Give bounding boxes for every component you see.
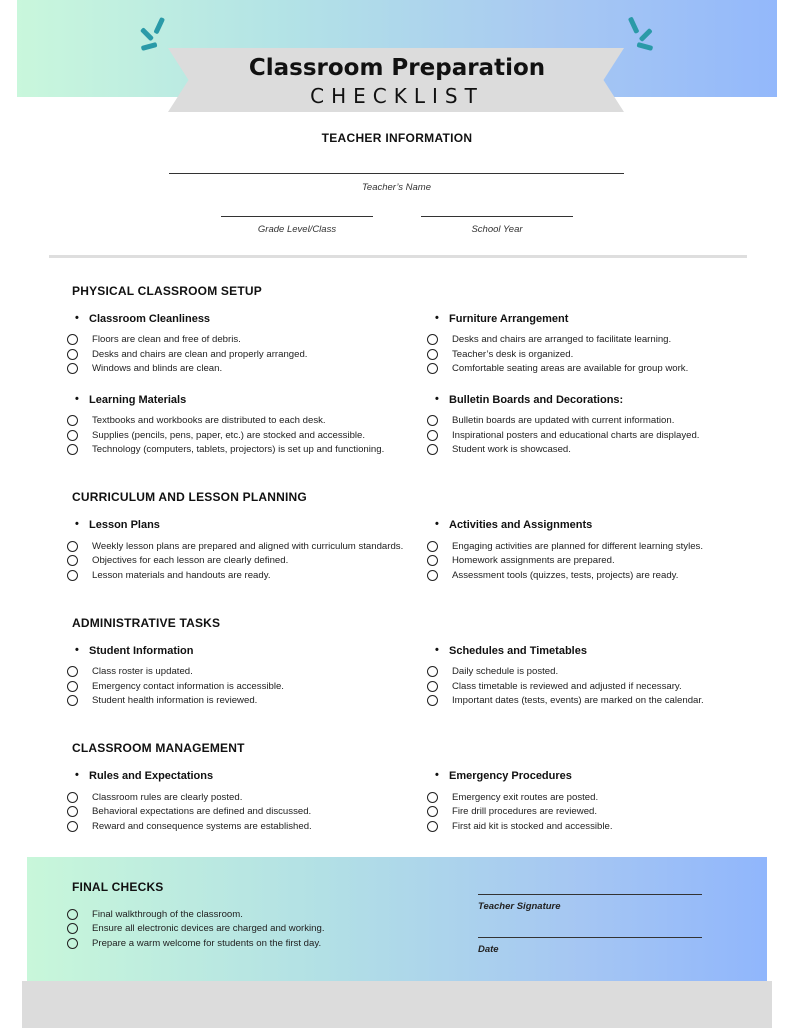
section-title-administrative: ADMINISTRATIVE TASKS — [72, 616, 221, 630]
checklist-item: First aid kit is stocked and accessible. — [452, 821, 613, 832]
checklist-item: Important dates (tests, events) are marked on the calendar. — [452, 695, 704, 706]
checkbox-circle-icon[interactable] — [67, 681, 78, 692]
checklist-item: Assessment tools (quizzes, tests, projects) are ready. — [452, 570, 679, 581]
teacher-name-line[interactable] — [169, 173, 624, 174]
checklist-item: Weekly lesson plans are prepared and aligned with curriculum standards. — [92, 541, 404, 552]
checklist-item: Floors are clean and free of debris. — [92, 334, 241, 345]
group-title-bulletin-boards: • Bulletin Boards and Decorations: — [449, 394, 623, 406]
checkbox-circle-icon[interactable] — [67, 909, 78, 920]
teacher-info-heading: TEACHER INFORMATION — [321, 131, 473, 145]
checklist-item: Behavioral expectations are defined and discussed. — [92, 806, 312, 817]
checkbox-circle-icon[interactable] — [427, 444, 438, 455]
group-title-lesson-plans: • Lesson Plans — [89, 519, 160, 531]
checklist-item: Class roster is updated. — [92, 666, 193, 677]
group-title-activities: • Activities and Assignments — [449, 519, 592, 531]
group-title-furniture-arrangement: • Furniture Arrangement — [449, 313, 568, 325]
group-title-schedules: • Schedules and Timetables — [449, 645, 587, 657]
checklist-item: Student work is showcased. — [452, 444, 571, 455]
teacher-signature-caption: Teacher Signature — [478, 901, 561, 912]
checklist-item: Textbooks and workbooks are distributed to each desk. — [92, 415, 326, 426]
checkbox-circle-icon[interactable] — [67, 430, 78, 441]
checklist-item: Classroom rules are clearly posted. — [92, 792, 243, 803]
checklist-item: Engaging activities are planned for different learning styles. — [452, 541, 704, 552]
checkbox-circle-icon[interactable] — [427, 792, 438, 803]
checkbox-circle-icon[interactable] — [67, 555, 78, 566]
teacher-signature-line[interactable] — [478, 894, 702, 895]
checkbox-circle-icon[interactable] — [67, 806, 78, 817]
checkbox-circle-icon[interactable] — [67, 821, 78, 832]
checkbox-circle-icon[interactable] — [67, 792, 78, 803]
section-title-final-checks: FINAL CHECKS — [72, 880, 164, 894]
checkbox-circle-icon[interactable] — [67, 666, 78, 677]
checkbox-circle-icon[interactable] — [427, 821, 438, 832]
checkbox-circle-icon[interactable] — [427, 666, 438, 677]
checklist-item: Inspirational posters and educational charts are displayed. — [452, 430, 700, 441]
checkbox-circle-icon[interactable] — [67, 570, 78, 581]
checkbox-circle-icon[interactable] — [67, 334, 78, 345]
grade-level-line[interactable] — [221, 216, 373, 217]
checkbox-circle-icon[interactable] — [427, 806, 438, 817]
checklist-item: Ensure all electronic devices are charged and working. — [92, 923, 325, 934]
group-title-student-information: • Student Information — [89, 645, 194, 657]
date-caption: Date — [478, 944, 499, 955]
checklist-item: Reward and consequence systems are established. — [92, 821, 312, 832]
checkbox-circle-icon[interactable] — [67, 541, 78, 552]
checkbox-circle-icon[interactable] — [427, 541, 438, 552]
checkbox-circle-icon[interactable] — [427, 430, 438, 441]
group-title-learning-materials: • Learning Materials — [89, 394, 186, 406]
page-subtitle: CHECKLIST — [310, 84, 484, 108]
checklist-item: Daily schedule is posted. — [452, 666, 559, 677]
group-title-classroom-cleanliness: • Classroom Cleanliness — [89, 313, 210, 325]
checkbox-circle-icon[interactable] — [427, 349, 438, 360]
checkbox-circle-icon[interactable] — [67, 415, 78, 426]
checklist-item: Technology (computers, tablets, projectors) is set up and functioning. — [92, 444, 385, 455]
school-year-caption: School Year — [471, 224, 523, 235]
grade-level-caption: Grade Level/Class — [257, 224, 337, 235]
checkbox-circle-icon[interactable] — [67, 695, 78, 706]
checklist-item: Emergency contact information is accessible. — [92, 681, 284, 692]
checkbox-circle-icon[interactable] — [67, 363, 78, 374]
checklist-item: Windows and blinds are clean. — [92, 363, 223, 374]
checklist-item: Prepare a warm welcome for students on the first day. — [92, 938, 322, 949]
checklist-item: Emergency exit routes are posted. — [452, 792, 599, 803]
section-title-classroom-management: CLASSROOM MANAGEMENT — [72, 741, 245, 755]
checkbox-circle-icon[interactable] — [427, 555, 438, 566]
checkbox-circle-icon[interactable] — [427, 695, 438, 706]
checklist-item: Desks and chairs are arranged to facilitate learning. — [452, 334, 672, 345]
checkbox-circle-icon[interactable] — [427, 363, 438, 374]
page-title: Classroom Preparation — [248, 55, 546, 81]
section-divider — [49, 255, 747, 258]
checkbox-circle-icon[interactable] — [427, 415, 438, 426]
checklist-item: Comfortable seating areas are available for group work. — [452, 363, 689, 374]
date-line[interactable] — [478, 937, 702, 938]
checkbox-circle-icon[interactable] — [67, 938, 78, 949]
checklist-item: Desks and chairs are clean and properly arranged. — [92, 349, 308, 360]
checklist-item: Class timetable is reviewed and adjusted if necessary. — [452, 681, 682, 692]
checkbox-circle-icon[interactable] — [67, 349, 78, 360]
checklist-item: Bulletin boards are updated with current information. — [452, 415, 675, 426]
checkbox-circle-icon[interactable] — [427, 681, 438, 692]
checkbox-circle-icon[interactable] — [427, 334, 438, 345]
checklist-item: Fire drill procedures are reviewed. — [452, 806, 598, 817]
checklist-item: Student health information is reviewed. — [92, 695, 258, 706]
group-title-rules: • Rules and Expectations — [89, 770, 213, 782]
section-title-physical-setup: PHYSICAL CLASSROOM SETUP — [72, 284, 262, 298]
checklist-item: Homework assignments are prepared. — [452, 555, 615, 566]
spark-right-icon — [617, 15, 657, 59]
checkbox-circle-icon[interactable] — [67, 444, 78, 455]
checkbox-circle-icon[interactable] — [427, 570, 438, 581]
footer-gray-bar — [22, 981, 772, 1028]
checklist-item: Lesson materials and handouts are ready. — [92, 570, 271, 581]
section-title-curriculum: CURRICULUM AND LESSON PLANNING — [72, 490, 307, 504]
checklist-item: Teacher’s desk is organized. — [452, 349, 574, 360]
group-title-emergency: • Emergency Procedures — [449, 770, 572, 782]
checklist-item: Final walkthrough of the classroom. — [92, 909, 243, 920]
school-year-line[interactable] — [421, 216, 573, 217]
checkbox-circle-icon[interactable] — [67, 923, 78, 934]
checklist-item: Supplies (pencils, pens, paper, etc.) are stocked and accessible. — [92, 430, 366, 441]
checklist-item: Objectives for each lesson are clearly defined. — [92, 555, 289, 566]
teacher-name-caption: Teacher’s Name — [361, 182, 431, 193]
